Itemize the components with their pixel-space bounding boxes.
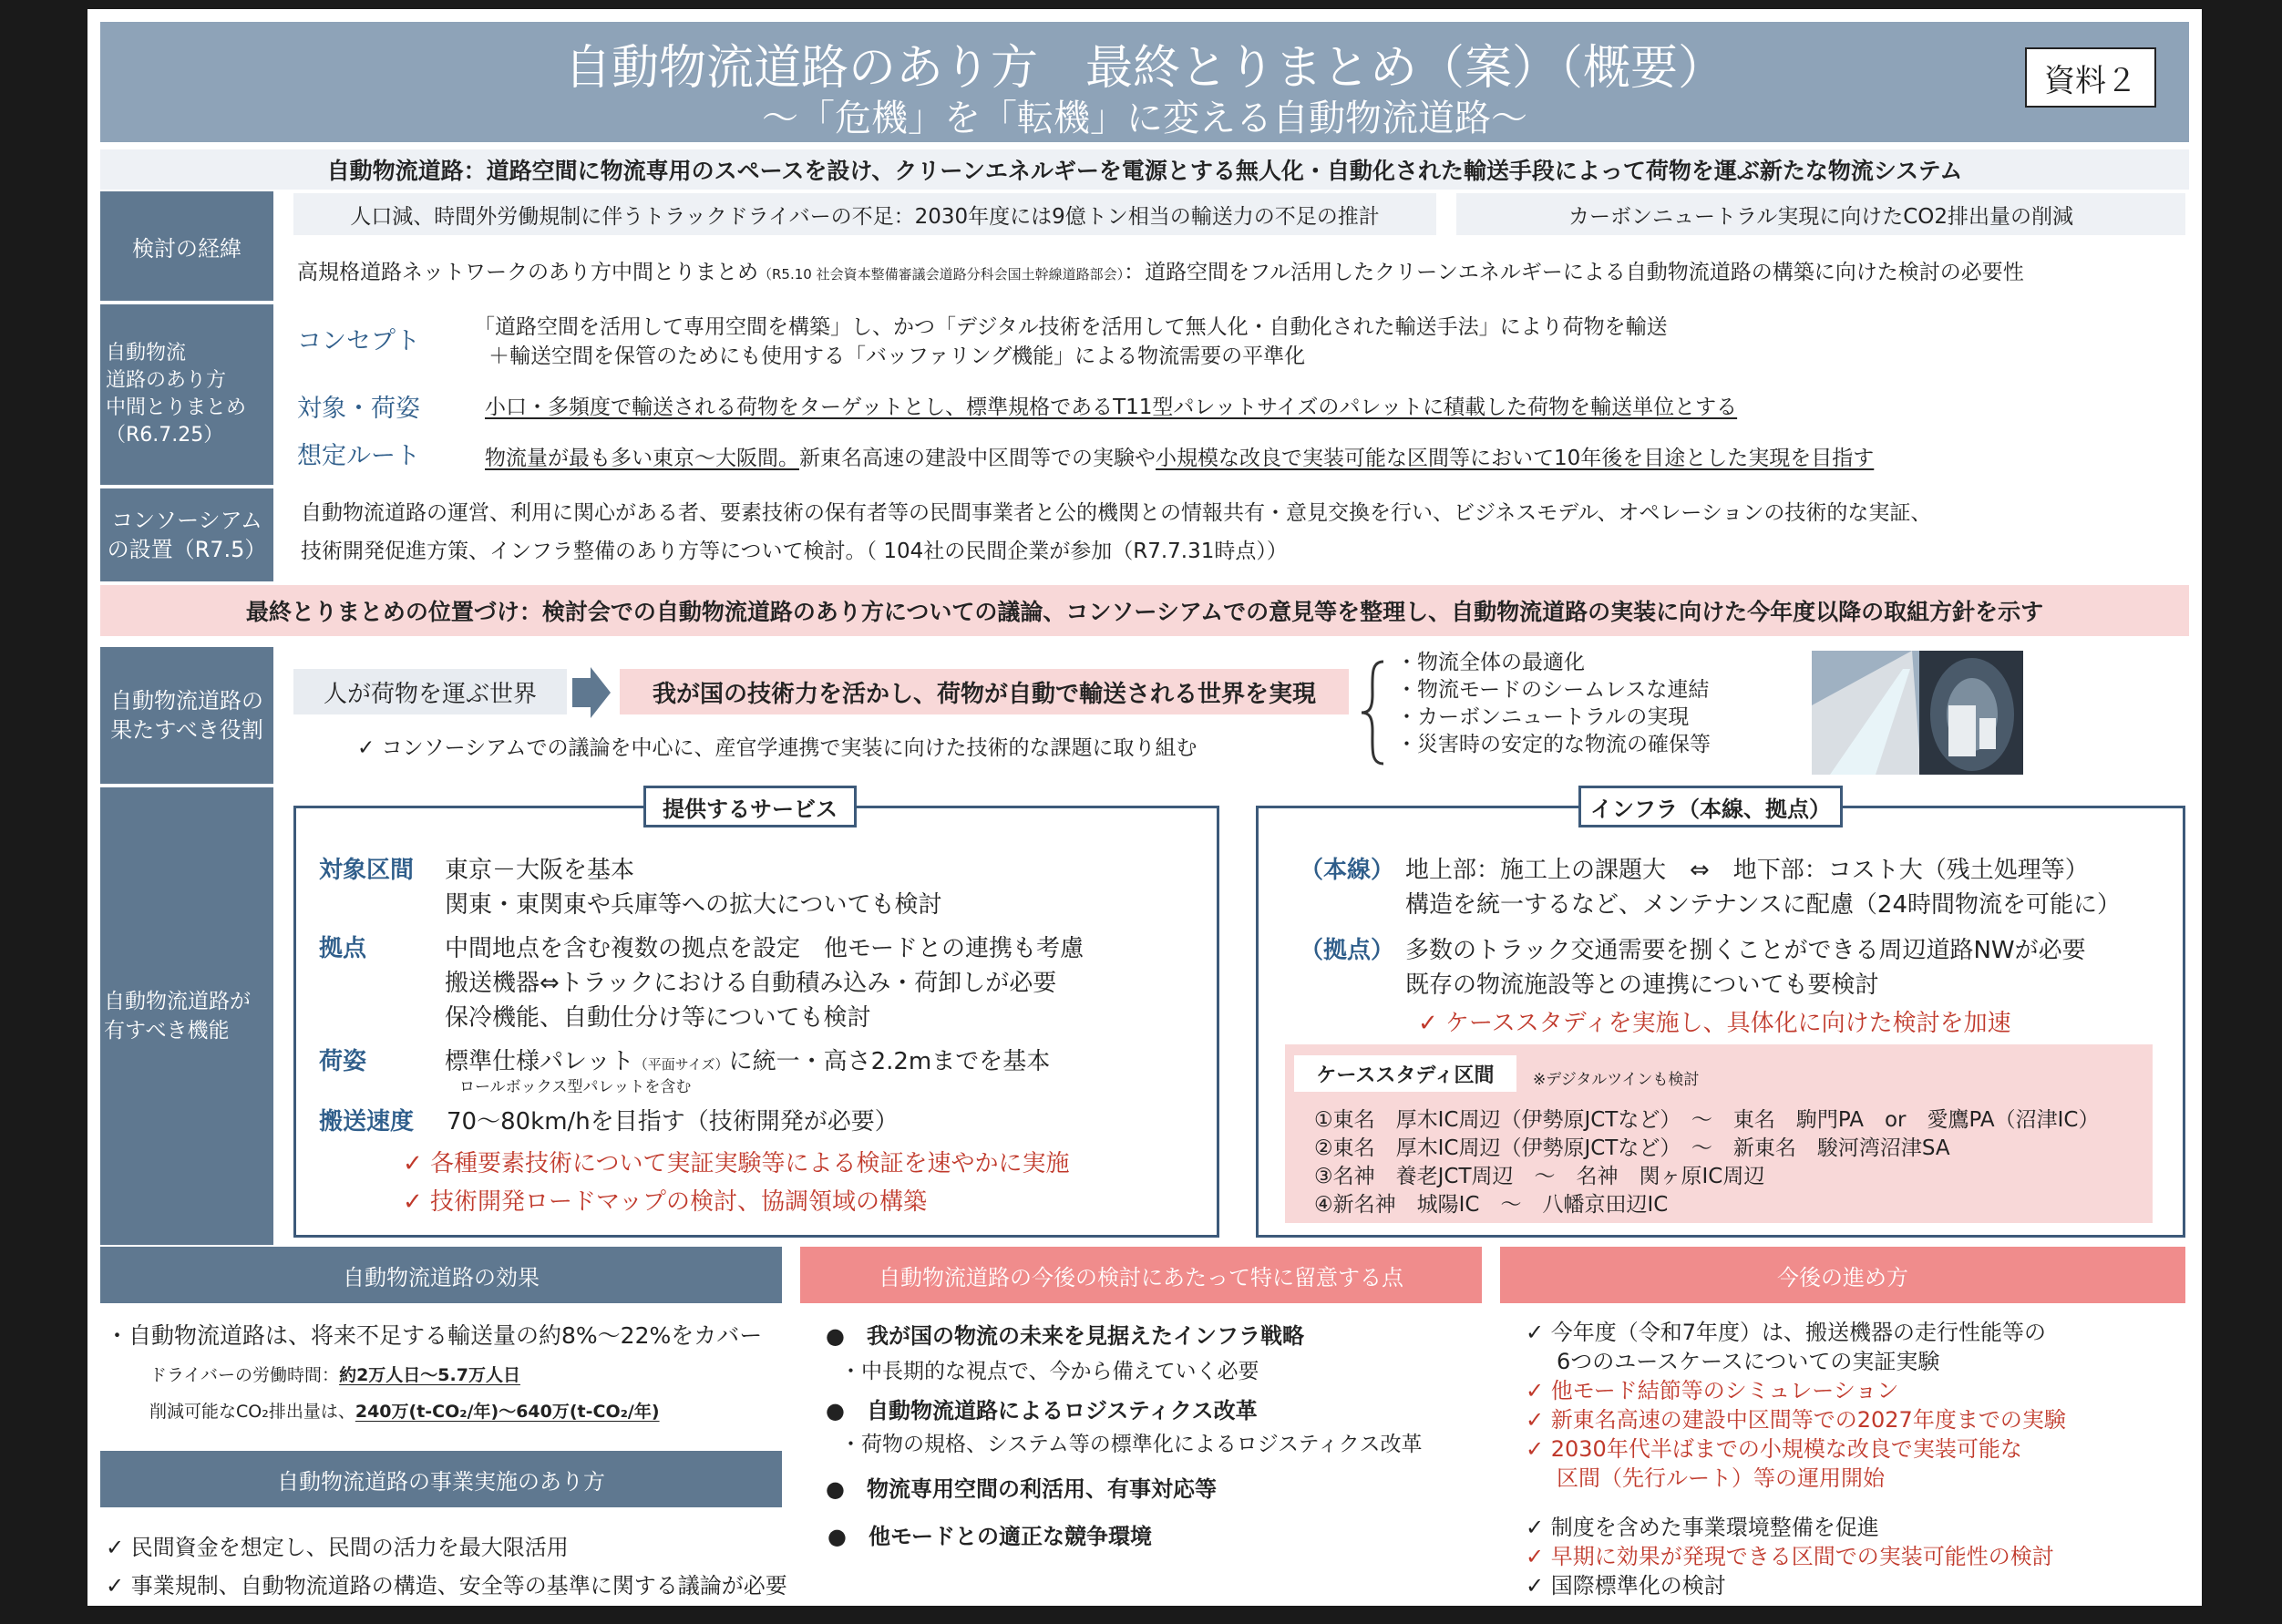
notes-bullet-1: ● 我が国の物流の未来を見据えたインフラ戦略 bbox=[826, 1323, 1304, 1349]
infra-r1-line2: 構造を統一するなど、メンテナンスに配慮（24時間物流を可能に） bbox=[1405, 891, 2122, 919]
service-r1-line2: 関東・東関東や兵庫等への拡大についても検討 bbox=[445, 891, 942, 919]
consortium-label bbox=[100, 488, 273, 581]
role-from-text: 人が荷物を運ぶ世界 bbox=[323, 680, 537, 708]
role-bullet-1: ・物流全体の最適化 bbox=[1396, 651, 1585, 674]
role-bullet-3: ・カーボンニュートラルの実現 bbox=[1396, 705, 1690, 729]
effect-line-1: ・自動物流道路は、将来不足する輸送量の約8%～22%をカバー bbox=[106, 1322, 763, 1349]
effect-line-2b: 約2万人日～5.7万人日 bbox=[339, 1365, 520, 1385]
effect-line-2a: ドライバーの労働時間： bbox=[149, 1365, 340, 1385]
kentou-box-2-text: カーボンニュートラル実現に向けたCO2排出量の削減 bbox=[1568, 204, 2074, 229]
functions-label-text: 自動物流道路が 有すべき機能 bbox=[104, 990, 251, 1043]
page-title: 自動物流道路のあり方 最終とりまとめ（案）（概要） bbox=[563, 41, 1725, 96]
case-study-4: ④新名神 城陽IC ～ 八幡京田辺IC bbox=[1314, 1193, 1669, 1217]
effect-line-2 bbox=[149, 1362, 520, 1386]
next-red-2: ✓ 新東名高速の建設中区間等での2027年度までの実験 bbox=[1526, 1407, 2066, 1433]
definition-text: 自動物流道路：道路空間に物流専用のスペースを設け、クリーンエネルギーを電源とする無人化・自動化された輸送手段によって荷物を運ぶ新たな物流システム bbox=[326, 158, 1963, 184]
effect-line-3 bbox=[149, 1398, 660, 1423]
next-line-3: ✓ 国際標準化の検討 bbox=[1526, 1573, 1726, 1598]
route-a: 物流量が最も多い東京～大阪間。 bbox=[485, 447, 799, 470]
case-study-3: ③名神 養老JCT周辺 ～ 名神 関ヶ原IC周辺 bbox=[1314, 1165, 1765, 1188]
infra-r2-line1: 多数のトラック交通需要を捌くことができる周辺道路NWが必要 bbox=[1405, 937, 2086, 964]
role-bullet-4: ・災害時の安定的な物流の確保等 bbox=[1396, 733, 1711, 756]
position-bar bbox=[100, 585, 2189, 636]
route-text bbox=[485, 441, 1874, 471]
route-c: 小規模な改良で実装可能な区間等において10年後を目途とした実現を目指す bbox=[1156, 447, 1875, 470]
kentou-box-1-text: 人口減、時間外労働規制に伴うトラックドライバーの不足：2030年度には9億トン相当の輸送力の不足の推計 bbox=[350, 204, 1380, 229]
effect-line-3a: 削減可能なCO₂排出量は、 bbox=[149, 1402, 355, 1422]
service-title: 提供するサービス bbox=[643, 786, 857, 827]
next-line-1a: ✓ 今年度（令和7年度）は、搬送機器の走行性能等の bbox=[1526, 1320, 2047, 1345]
next-red-4: ✓ 早期に効果が発現できる区間での実装可能性の検討 bbox=[1526, 1544, 2054, 1569]
service-r1-heading: 対象区間 bbox=[319, 857, 415, 884]
role-from-box bbox=[293, 669, 567, 714]
service-r1-line1: 東京－大阪を基本 bbox=[445, 857, 635, 884]
kentou-label: 検討の経緯 bbox=[100, 191, 273, 301]
kentou-box-1 bbox=[293, 193, 1436, 235]
next-red-3b: 区間（先行ルート）等の運用開始 bbox=[1557, 1465, 1885, 1491]
infra-r1-heading: （本線） bbox=[1300, 857, 1395, 884]
role-label-text: 自動物流道路の 果たすべき役割 bbox=[110, 688, 263, 743]
notes-bullet-2-sub: ・荷物の規格、システム等の標準化によるロジスティクス改革 bbox=[840, 1433, 1423, 1456]
notes-bullet-1-sub: ・中長期的な視点で、今から備えていく必要 bbox=[840, 1360, 1259, 1383]
infra-r2-line2: 既存の物流施設等との連携についても要検討 bbox=[1405, 971, 1879, 999]
business-header: 自動物流道路の事業実施のあり方 bbox=[100, 1451, 782, 1507]
service-check-1: ✓ 各種要素技術について実証実験等による検証を速やかに実施 bbox=[403, 1150, 1070, 1177]
role-label bbox=[100, 647, 273, 784]
consortium-text-1: 自動物流道路の運営、利用に関心がある者、要素技術の保有者等の民間事業者と公的機関との情報共有・意見交換を行い、ビジネスモデル、オペレーションの技術的な実証、 bbox=[301, 501, 1932, 525]
infra-title: インフラ（本線、拠点） bbox=[1578, 786, 1843, 827]
consortium-text-2: 技術開発促進方策、インフラ整備のあり方等について検討。（ 104社の民間企業が参加（R7.7.31時点）） bbox=[301, 540, 1288, 563]
route-b: 新東名高速の建設中区間等での実験や bbox=[799, 447, 1156, 470]
next-red-3a: ✓ 2030年代半ばまでの小規模な改良で実装可能な bbox=[1526, 1436, 2022, 1462]
concept-line-1: 「道路空間を活用して専用空間を構築」し、かつ「デジタル技術を活用して無人化・自動化された輸送手法」により荷物を輸送 bbox=[474, 315, 1668, 339]
service-r3-heading: 荷姿 bbox=[319, 1048, 367, 1075]
functions-label bbox=[100, 787, 273, 1245]
effect-header: 自動物流道路の効果 bbox=[100, 1247, 782, 1303]
case-study-title: ケーススタディ区間 bbox=[1294, 1055, 1516, 1092]
next-line-2: ✓ 制度を含めた事業環境整備を促進 bbox=[1526, 1515, 1879, 1540]
service-r2-line1: 中間地点を含む複数の拠点を設定 他モードとの連携も考慮 bbox=[445, 935, 1084, 962]
role-to-box bbox=[620, 669, 1349, 714]
service-r4-heading: 搬送速度 bbox=[319, 1108, 415, 1136]
interim-label bbox=[100, 304, 273, 485]
service-check-2: ✓ 技術開発ロードマップの検討、協調領域の構築 bbox=[403, 1188, 928, 1216]
case-study-2: ②東名 厚木IC周辺（伊勢原JCTなど） ～ 新東名 駿河湾沼津SA bbox=[1314, 1136, 1950, 1160]
business-line-2: ✓ 事業規制、自動物流道路の構造、安全等の基準に関する議論が必要 bbox=[106, 1573, 787, 1598]
page-subtitle: ～「危機」を「転機」に変える自動物流道路～ bbox=[762, 98, 1527, 139]
business-line-1: ✓ 民間資金を想定し、民間の活力を最大限活用 bbox=[106, 1535, 569, 1560]
service-r3-b: に統一・高さ2.2mまでを基本 bbox=[728, 1048, 1051, 1075]
next-header: 今後の進め方 bbox=[1500, 1247, 2185, 1303]
service-r2-heading: 拠点 bbox=[319, 935, 367, 962]
next-red-1: ✓ 他モード結節等のシミュレーション bbox=[1526, 1378, 1899, 1403]
tunnel-image bbox=[1812, 651, 2023, 775]
kentou-box-2 bbox=[1456, 193, 2185, 235]
arrow-right-icon bbox=[572, 667, 611, 718]
concept-line-2: ＋輸送空間を保管のためにも使用する「バッファリング機能」による物流需要の平準化 bbox=[488, 344, 1306, 368]
role-to-text: 我が国の技術力を活かし、荷物が自動で輸送される世界を実現 bbox=[652, 680, 1316, 708]
target-text: 小口・多頻度で輸送される荷物をターゲットとし、標準規格であるT11型パレットサイズのパレットに積載した荷物を輸送単位とする bbox=[485, 396, 1738, 419]
kentou-line bbox=[297, 255, 2024, 285]
definition-bar bbox=[100, 149, 2189, 190]
case-study-note: ※デジタルツインも検討 bbox=[1533, 1071, 1700, 1089]
kentou-line-a: 高規格道路ネットワークのあり方中間とりまとめ bbox=[297, 261, 758, 284]
document-badge: 資料２ bbox=[2025, 47, 2156, 108]
brace-icon bbox=[1360, 658, 1387, 767]
kentou-line-small: （R5.10 社会資本整備審議会道路分科会国土幹線道路部会） bbox=[758, 266, 1125, 283]
interim-label-text: 自動物流 道路のあり方 中間とりまとめ （R6.7.25） bbox=[106, 342, 247, 447]
notes-bullet-4: ● 他モードとの適正な競争環境 bbox=[827, 1524, 1152, 1549]
infra-r1-line1: 地上部：施工上の課題大 ⇔ 地下部：コスト大（残土処理等） bbox=[1405, 857, 2089, 884]
notes-bullet-3: ● 物流専用空間の利活用、有事対応等 bbox=[826, 1476, 1217, 1502]
service-r3-a: 標準仕様パレット bbox=[445, 1048, 634, 1075]
service-r3-small: （平面サイズ） bbox=[633, 1056, 729, 1073]
service-r2-line2: 搬送機器⇔トラックにおける自動積み込み・荷卸しが必要 bbox=[445, 970, 1057, 997]
service-r4-text: 70～80km/hを目指す（技術開発が必要） bbox=[447, 1108, 899, 1136]
notes-bullet-2: ● 自動物流道路によるロジスティクス改革 bbox=[826, 1398, 1258, 1424]
role-bullet-2: ・物流モードのシームレスな連結 bbox=[1396, 678, 1710, 702]
service-r3-line bbox=[445, 1043, 1050, 1076]
slide bbox=[87, 9, 2202, 1606]
kentou-line-b: ：道路空間をフル活用したクリーンエネルギーによる自動物流道路の構築に向けた検討の必要性 bbox=[1124, 261, 2024, 284]
notes-header: 自動物流道路の今後の検討にあたって特に留意する点 bbox=[800, 1247, 1482, 1303]
concept-heading: コンセプト bbox=[297, 327, 420, 355]
service-r3-note: ロールボックス型パレットを含む bbox=[459, 1078, 692, 1096]
position-text: 最終とりまとめの位置づけ：検討会での自動物流道路のあり方についての議論、コンソーシアムでの意見等を整理し、自動物流道路の実装に向けた今年度以降の取組方針を示す bbox=[245, 599, 2044, 625]
consortium-label-text: コンソーシアム の設置（R7.5） bbox=[107, 508, 267, 562]
route-heading: 想定ルート bbox=[297, 442, 420, 470]
infra-check: ✓ ケーススタディを実施し、具体化に向けた検討を加速 bbox=[1418, 1010, 2011, 1037]
role-check: ✓ コンソーシアムでの議論を中心に、産官学連携で実装に向けた技術的な課題に取り組む bbox=[357, 736, 1198, 760]
service-r2-line3: 保冷機能、自動仕分け等についても検討 bbox=[445, 1004, 871, 1032]
case-study-1: ①東名 厚木IC周辺（伊勢原JCTなど） ～ 東名 駒門PA or 愛鷹PA（沼津IC） bbox=[1314, 1108, 2100, 1132]
infra-r2-heading: （拠点） bbox=[1300, 937, 1395, 964]
target-heading: 対象・荷姿 bbox=[297, 395, 420, 423]
effect-line-3b: 240万(t-CO₂/年)～640万(t-CO₂/年) bbox=[355, 1402, 660, 1422]
next-line-1b: 6つのユースケースについての実証実験 bbox=[1557, 1349, 1940, 1374]
